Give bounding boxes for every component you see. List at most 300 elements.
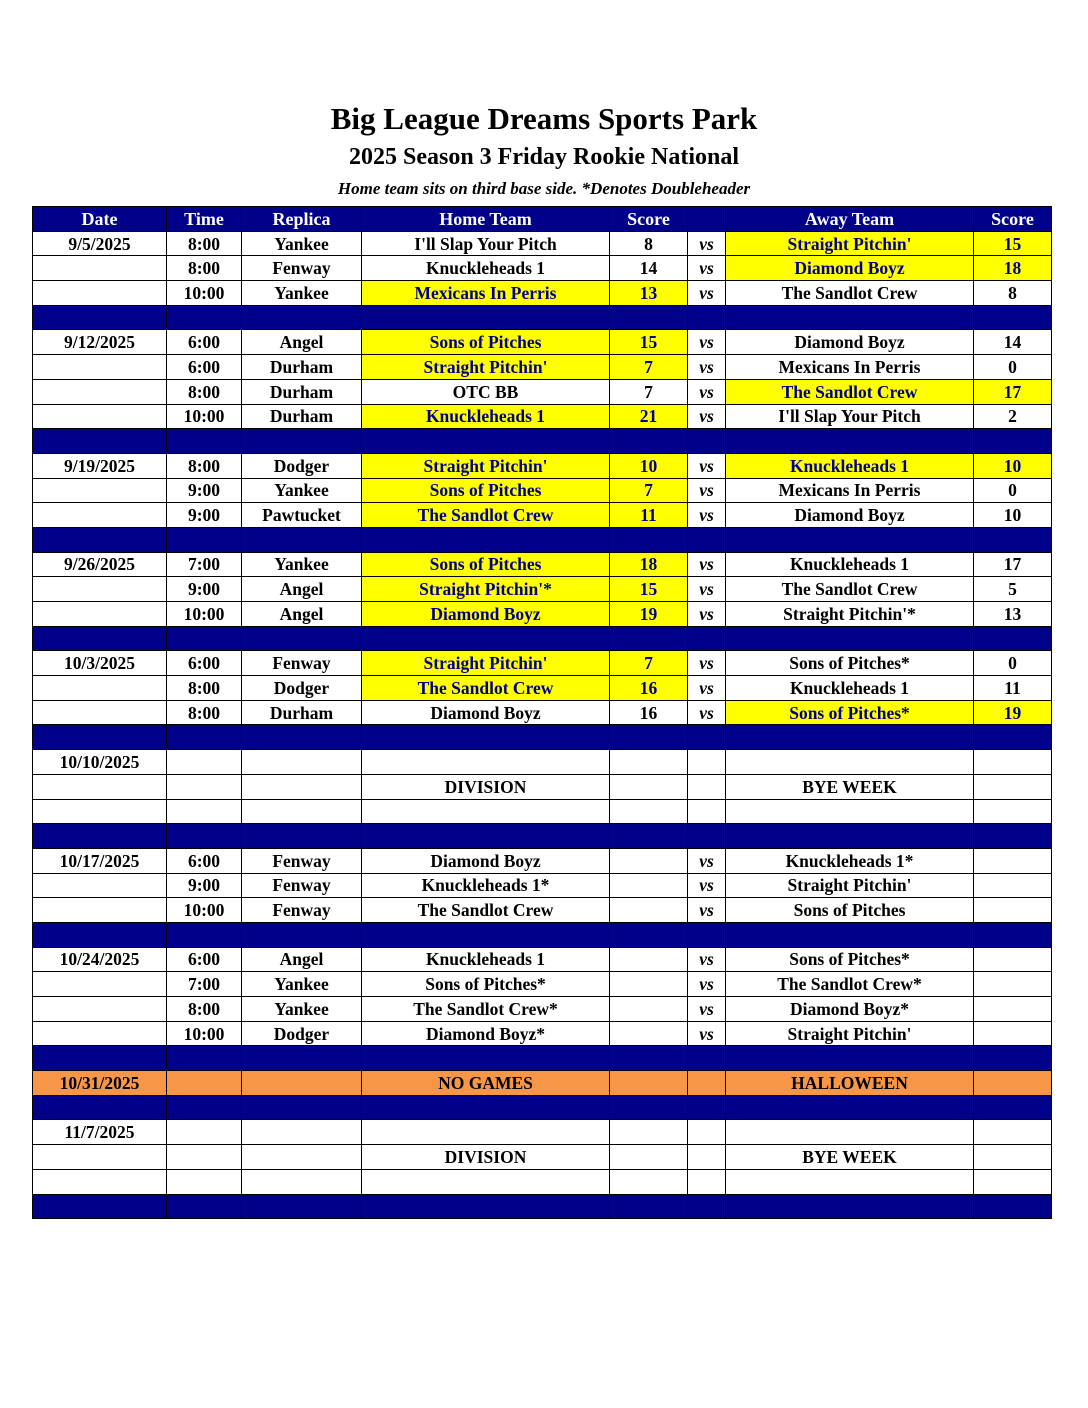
cell-away: Straight Pitchin' (726, 231, 974, 256)
cell-home: The Sandlot Crew (362, 676, 610, 701)
separator-cell (362, 725, 610, 750)
cell-home-score: 10 (610, 453, 688, 478)
cell-away: Sons of Pitches (726, 898, 974, 923)
separator-cell (688, 305, 726, 330)
cell-away-score (974, 898, 1052, 923)
separator-cell (688, 626, 726, 651)
game-row (33, 256, 1052, 281)
separator-cell (610, 922, 688, 947)
separator-cell (33, 922, 167, 947)
cell-away: Straight Pitchin' (726, 873, 974, 898)
cell-vs: vs (688, 231, 726, 256)
cell-away: The Sandlot Crew* (726, 972, 974, 997)
cell-date (33, 404, 167, 429)
cell-date (33, 1021, 167, 1046)
separator-cell (242, 1194, 362, 1219)
separator-cell (610, 305, 688, 330)
game-row (33, 676, 1052, 701)
cell-home: Straight Pitchin' (362, 651, 610, 676)
separator-cell (610, 824, 688, 849)
cell-home: Sons of Pitches (362, 330, 610, 355)
cell-home: Diamond Boyz (362, 700, 610, 725)
cell-time (167, 1169, 242, 1194)
game-row (33, 231, 1052, 256)
cell-replica: Pawtucket (242, 503, 362, 528)
cell-replica: Fenway (242, 651, 362, 676)
cell-home-score: 16 (610, 700, 688, 725)
cell-time: 7:00 (167, 972, 242, 997)
cell-away: Diamond Boyz (726, 330, 974, 355)
separator-cell (362, 527, 610, 552)
cell-away: The Sandlot Crew (726, 379, 974, 404)
cell-time: 10:00 (167, 602, 242, 627)
cell-replica: Angel (242, 330, 362, 355)
cell-time: 10:00 (167, 404, 242, 429)
cell-replica (242, 1145, 362, 1170)
cell-home-score (610, 947, 688, 972)
separator-cell (242, 725, 362, 750)
cell-vs: vs (688, 552, 726, 577)
separator-cell (362, 1046, 610, 1071)
cell-vs: vs (688, 453, 726, 478)
cell-home-score: 7 (610, 355, 688, 380)
separator-row (33, 429, 1052, 454)
cell-replica: Yankee (242, 552, 362, 577)
separator-cell (974, 626, 1052, 651)
cell-replica: Durham (242, 355, 362, 380)
separator-cell (726, 922, 974, 947)
cell-away-score: 13 (974, 602, 1052, 627)
cell-home-score (610, 799, 688, 824)
separator-cell (974, 725, 1052, 750)
cell-date (33, 577, 167, 602)
game-row (33, 1120, 1052, 1145)
cell-time: 6:00 (167, 848, 242, 873)
cell-time: 9:00 (167, 478, 242, 503)
separator-cell (610, 429, 688, 454)
cell-date (33, 676, 167, 701)
cell-home-score: 15 (610, 577, 688, 602)
cell-date (33, 997, 167, 1022)
cell-date (33, 379, 167, 404)
separator-row (33, 922, 1052, 947)
game-row (33, 552, 1052, 577)
separator-cell (726, 626, 974, 651)
separator-cell (33, 725, 167, 750)
cell-vs: vs (688, 577, 726, 602)
cell-vs (688, 774, 726, 799)
cell-date (33, 873, 167, 898)
cell-away: Straight Pitchin' (726, 1021, 974, 1046)
cell-home: OTC BB (362, 379, 610, 404)
cell-vs (688, 1120, 726, 1145)
cell-home: Knuckleheads 1 (362, 947, 610, 972)
separator-cell (242, 922, 362, 947)
game-row (33, 1145, 1052, 1170)
cell-away-score (974, 1145, 1052, 1170)
cell-home: Sons of Pitches* (362, 972, 610, 997)
cell-away-score: 10 (974, 503, 1052, 528)
cell-replica: Angel (242, 577, 362, 602)
cell-replica: Angel (242, 602, 362, 627)
cell-home-score: 11 (610, 503, 688, 528)
cell-date (33, 898, 167, 923)
schedule-body (33, 231, 1052, 1219)
cell-time: 8:00 (167, 700, 242, 725)
cell-home: Diamond Boyz* (362, 1021, 610, 1046)
cell-replica: Fenway (242, 873, 362, 898)
separator-cell (362, 1194, 610, 1219)
cell-away: The Sandlot Crew (726, 577, 974, 602)
game-row (33, 503, 1052, 528)
separator-cell (242, 824, 362, 849)
col-header-away-team: Away Team (726, 207, 974, 232)
cell-home-score (610, 898, 688, 923)
separator-cell (33, 1194, 167, 1219)
cell-away: The Sandlot Crew (726, 281, 974, 306)
cell-date (33, 774, 167, 799)
cell-date: 10/10/2025 (33, 750, 167, 775)
separator-cell (610, 1194, 688, 1219)
separator-row (33, 824, 1052, 849)
cell-home-score: 21 (610, 404, 688, 429)
cell-vs: vs (688, 676, 726, 701)
cell-home-score (610, 848, 688, 873)
separator-cell (167, 305, 242, 330)
cell-home: The Sandlot Crew (362, 898, 610, 923)
cell-date (33, 1145, 167, 1170)
cell-vs: vs (688, 997, 726, 1022)
game-row (33, 330, 1052, 355)
cell-away-score: 0 (974, 651, 1052, 676)
cell-home-score: 7 (610, 478, 688, 503)
cell-away-score (974, 1120, 1052, 1145)
game-row (33, 774, 1052, 799)
cell-replica: Yankee (242, 997, 362, 1022)
special-row (33, 1071, 1052, 1096)
separator-row (33, 305, 1052, 330)
separator-cell (974, 1046, 1052, 1071)
cell-vs (688, 799, 726, 824)
cell-date: 9/12/2025 (33, 330, 167, 355)
game-row (33, 898, 1052, 923)
cell-home: Mexicans In Perris (362, 281, 610, 306)
cell-time: 9:00 (167, 503, 242, 528)
separator-cell (688, 1046, 726, 1071)
cell-home-score (610, 774, 688, 799)
cell-time: 7:00 (167, 552, 242, 577)
cell-home-score (610, 1169, 688, 1194)
cell-away: Knuckleheads 1* (726, 848, 974, 873)
separator-cell (726, 1095, 974, 1120)
cell-away: BYE WEEK (726, 1145, 974, 1170)
separator-cell (974, 1095, 1052, 1120)
separator-cell (726, 527, 974, 552)
game-row (33, 355, 1052, 380)
game-row (33, 799, 1052, 824)
cell-away: Knuckleheads 1 (726, 676, 974, 701)
cell-home: Straight Pitchin' (362, 355, 610, 380)
cell-time: 8:00 (167, 256, 242, 281)
col-header-date: Date (33, 207, 167, 232)
cell-home-score: 15 (610, 330, 688, 355)
col-header-vs (688, 207, 726, 232)
game-row (33, 848, 1052, 873)
cell-home: Sons of Pitches (362, 478, 610, 503)
cell-vs: vs (688, 602, 726, 627)
cell-home: Straight Pitchin'* (362, 577, 610, 602)
separator-cell (610, 1095, 688, 1120)
cell-vs: vs (688, 478, 726, 503)
cell-away: Diamond Boyz* (726, 997, 974, 1022)
cell-away-score: 18 (974, 256, 1052, 281)
separator-cell (167, 1095, 242, 1120)
cell-vs: vs (688, 873, 726, 898)
cell-home: The Sandlot Crew (362, 503, 610, 528)
game-row (33, 947, 1052, 972)
separator-cell (167, 725, 242, 750)
cell-time: 6:00 (167, 947, 242, 972)
separator-cell (362, 824, 610, 849)
separator-cell (688, 725, 726, 750)
cell-time: 6:00 (167, 355, 242, 380)
separator-cell (362, 305, 610, 330)
game-row (33, 1169, 1052, 1194)
cell-away: Sons of Pitches* (726, 651, 974, 676)
cell-away (726, 750, 974, 775)
cell-home-score: 16 (610, 676, 688, 701)
cell-time (167, 799, 242, 824)
separator-cell (167, 626, 242, 651)
separator-cell (974, 1194, 1052, 1219)
cell-vs: vs (688, 1021, 726, 1046)
cell-time: 10:00 (167, 1021, 242, 1046)
cell-vs: vs (688, 503, 726, 528)
cell-home-score (610, 1021, 688, 1046)
cell-away: HALLOWEEN (726, 1071, 974, 1096)
col-header-away-score: Score (974, 207, 1052, 232)
cell-away-score (974, 750, 1052, 775)
cell-home-score (610, 1120, 688, 1145)
cell-replica: Dodger (242, 1021, 362, 1046)
cell-away-score (974, 1021, 1052, 1046)
separator-cell (33, 626, 167, 651)
cell-vs (688, 750, 726, 775)
cell-away-score: 14 (974, 330, 1052, 355)
separator-cell (974, 527, 1052, 552)
cell-replica (242, 1169, 362, 1194)
cell-vs: vs (688, 404, 726, 429)
cell-away: Diamond Boyz (726, 503, 974, 528)
separator-row (33, 1194, 1052, 1219)
cell-date (33, 478, 167, 503)
header-row (33, 207, 1052, 232)
cell-home-score: 7 (610, 379, 688, 404)
separator-cell (33, 824, 167, 849)
cell-away-score (974, 947, 1052, 972)
separator-cell (974, 305, 1052, 330)
game-row (33, 873, 1052, 898)
separator-cell (688, 1194, 726, 1219)
cell-date (33, 700, 167, 725)
game-row (33, 651, 1052, 676)
cell-date (33, 1169, 167, 1194)
cell-home: The Sandlot Crew* (362, 997, 610, 1022)
separator-cell (33, 527, 167, 552)
cell-vs (688, 1169, 726, 1194)
cell-date: 10/17/2025 (33, 848, 167, 873)
separator-cell (974, 429, 1052, 454)
cell-away-score: 11 (974, 676, 1052, 701)
cell-vs: vs (688, 848, 726, 873)
game-row (33, 602, 1052, 627)
separator-cell (688, 1095, 726, 1120)
separator-cell (610, 527, 688, 552)
cell-home-score: 8 (610, 231, 688, 256)
separator-cell (167, 1194, 242, 1219)
cell-away-score: 0 (974, 355, 1052, 380)
separator-cell (974, 824, 1052, 849)
cell-home: Sons of Pitches (362, 552, 610, 577)
cell-away (726, 799, 974, 824)
cell-home: Knuckleheads 1* (362, 873, 610, 898)
separator-cell (688, 429, 726, 454)
game-row (33, 281, 1052, 306)
cell-time: 8:00 (167, 997, 242, 1022)
cell-home-score: 7 (610, 651, 688, 676)
separator-row (33, 725, 1052, 750)
cell-away: Mexicans In Perris (726, 478, 974, 503)
separator-cell (242, 626, 362, 651)
cell-away: I'll Slap Your Pitch (726, 404, 974, 429)
cell-away-score (974, 972, 1052, 997)
separator-cell (33, 305, 167, 330)
cell-away: Diamond Boyz (726, 256, 974, 281)
cell-time (167, 774, 242, 799)
cell-home-score: 13 (610, 281, 688, 306)
cell-time: 9:00 (167, 577, 242, 602)
separator-cell (362, 626, 610, 651)
cell-home (362, 750, 610, 775)
game-row (33, 972, 1052, 997)
cell-home-score (610, 1071, 688, 1096)
cell-home: Knuckleheads 1 (362, 404, 610, 429)
cell-date (33, 503, 167, 528)
separator-cell (726, 1046, 974, 1071)
cell-away-score (974, 873, 1052, 898)
cell-date (33, 355, 167, 380)
game-row (33, 997, 1052, 1022)
cell-home: I'll Slap Your Pitch (362, 231, 610, 256)
game-row (33, 750, 1052, 775)
cell-replica (242, 799, 362, 824)
separator-cell (167, 1046, 242, 1071)
cell-date (33, 602, 167, 627)
cell-away: Knuckleheads 1 (726, 453, 974, 478)
separator-cell (167, 824, 242, 849)
cell-home: NO GAMES (362, 1071, 610, 1096)
cell-vs: vs (688, 700, 726, 725)
cell-vs: vs (688, 972, 726, 997)
cell-home-score: 19 (610, 602, 688, 627)
cell-vs: vs (688, 651, 726, 676)
game-row (33, 379, 1052, 404)
cell-away: Sons of Pitches* (726, 700, 974, 725)
cell-away-score (974, 1169, 1052, 1194)
separator-cell (688, 824, 726, 849)
cell-away-score (974, 848, 1052, 873)
cell-replica: Fenway (242, 848, 362, 873)
cell-away: BYE WEEK (726, 774, 974, 799)
cell-date: 10/3/2025 (33, 651, 167, 676)
cell-time (167, 750, 242, 775)
separator-cell (242, 1046, 362, 1071)
cell-home: Diamond Boyz (362, 848, 610, 873)
separator-cell (362, 429, 610, 454)
separator-cell (610, 626, 688, 651)
game-row (33, 478, 1052, 503)
cell-vs: vs (688, 947, 726, 972)
cell-home (362, 1120, 610, 1145)
cell-away-score: 0 (974, 478, 1052, 503)
cell-date (33, 281, 167, 306)
separator-row (33, 1095, 1052, 1120)
cell-away (726, 1169, 974, 1194)
cell-replica: Yankee (242, 972, 362, 997)
cell-replica (242, 1120, 362, 1145)
game-row (33, 700, 1052, 725)
cell-away-score: 15 (974, 231, 1052, 256)
cell-vs: vs (688, 898, 726, 923)
cell-vs (688, 1145, 726, 1170)
separator-cell (242, 305, 362, 330)
game-row (33, 1021, 1052, 1046)
separator-cell (167, 922, 242, 947)
col-header-time: Time (167, 207, 242, 232)
separator-cell (167, 527, 242, 552)
cell-replica: Yankee (242, 478, 362, 503)
cell-home-score: 14 (610, 256, 688, 281)
separator-cell (974, 922, 1052, 947)
cell-home (362, 1169, 610, 1194)
cell-date: 10/31/2025 (33, 1071, 167, 1096)
separator-cell (688, 922, 726, 947)
cell-away-score (974, 1071, 1052, 1096)
cell-vs (688, 1071, 726, 1096)
separator-cell (726, 429, 974, 454)
col-header-home-team: Home Team (362, 207, 610, 232)
game-row (33, 404, 1052, 429)
cell-replica (242, 750, 362, 775)
cell-away-score: 10 (974, 453, 1052, 478)
cell-home-score (610, 997, 688, 1022)
cell-replica: Fenway (242, 256, 362, 281)
cell-date: 10/24/2025 (33, 947, 167, 972)
separator-cell (726, 305, 974, 330)
page-note: Home team sits on third base side. *Denotes Doubleheader (337, 179, 751, 198)
cell-time: 10:00 (167, 281, 242, 306)
separator-cell (726, 725, 974, 750)
separator-cell (242, 527, 362, 552)
cell-time: 6:00 (167, 651, 242, 676)
cell-replica: Dodger (242, 453, 362, 478)
cell-home: Diamond Boyz (362, 602, 610, 627)
separator-row (33, 527, 1052, 552)
cell-date: 9/26/2025 (33, 552, 167, 577)
cell-date: 11/7/2025 (33, 1120, 167, 1145)
cell-away: Mexicans In Perris (726, 355, 974, 380)
cell-vs: vs (688, 379, 726, 404)
